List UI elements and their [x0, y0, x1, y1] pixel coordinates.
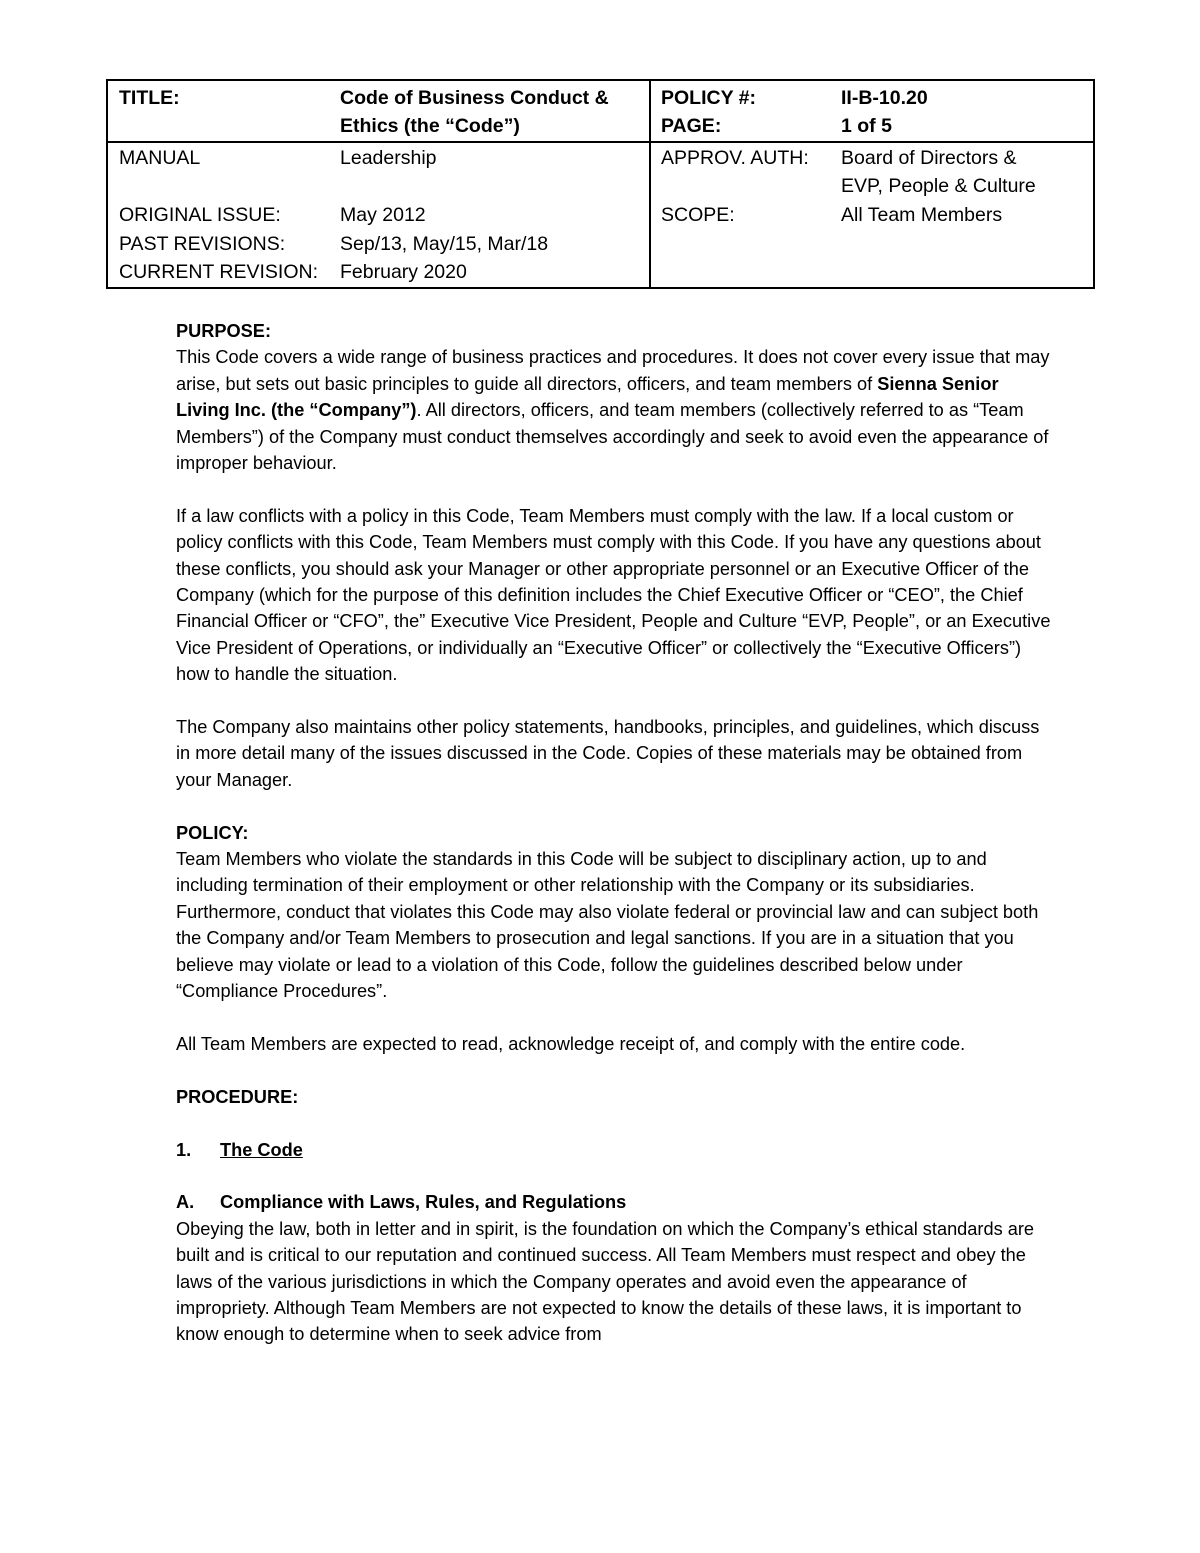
section-a-title: Compliance with Laws, Rules, and Regulations [220, 1192, 627, 1213]
section-a-paragraph: Obeying the law, both in letter and in spirit, is the foundation on which the Company’s ethical standards are built and is critical to our reputation and continued success. All Team Members must respect and obey the laws of the various jurisdictions in which the Company operates and avoid even the appearance of impropriety. Although Team Members are not expected to know the details of these laws, it is important to know enough to determine when to seek advice from [176, 1218, 1035, 1345]
section-1-title: The Code [220, 1139, 303, 1160]
title-value-line1: Code of Business Conduct & [340, 87, 609, 109]
purpose-text-b: . All directors, officers, and team members (collectively referred to as “Team Members”) of the Company must conduct themselves accordingly and seek to avoid even the appearance of improper behaviour. [176, 400, 1049, 474]
section-1-heading [176, 1137, 1056, 1163]
policy-number-label: POLICY #: [661, 87, 756, 109]
original-issue-label: ORIGINAL ISSUE: [119, 204, 281, 226]
policy-number-value: II-B-10.20 [841, 87, 928, 109]
title-label: TITLE: [119, 87, 180, 109]
purpose-paragraph-3: The Company also maintains other policy statements, handbooks, principles, and guidelines, which discuss in more detail many of the issues discussed in the Code. Copies of these materials may be obtained from your Manager. [176, 717, 1040, 790]
section-a-letter: A. [176, 1192, 195, 1213]
purpose-paragraph-2: If a law conflicts with a policy in this Code, Team Members must comply with the law. If a local custom or policy conflicts with this Code, Team Members must comply with this Code. If you have any questions about these conflicts, you should ask your Manager or other appropriate personnel or an Executive Officer of the Company (which for the purpose of this definition includes the Chief Executive Officer or “CEO”, the Chief Financial Officer or “CFO”, the” Executive Vice President, People and Culture “EVP, People”, or an Executive Vice President of Operations, or individually an “Executive Officer” or collectively the “Executive Officers”) how to handle the situation. [176, 505, 1051, 685]
table-divider-vertical [649, 81, 651, 287]
current-revision-value: February 2020 [340, 261, 467, 283]
original-issue-value: May 2012 [340, 204, 426, 226]
policy-header-table [106, 79, 1095, 289]
scope-label: SCOPE: [661, 204, 735, 226]
section-1-number: 1. [176, 1139, 192, 1160]
policy-paragraph-1: Team Members who violate the standards in this Code will be subject to disciplinary action, up to and including termination of their employment or other relationship with the Company or its subsidiaries. Furthermore, conduct that violates this Code may also violate federal or provincial law and can subject both the Company and/or Team Members to prosecution and legal sanctions. If you are in a situation that you believe may violate or lead to a violation of this Code, follow the guidelines described below under “Compliance Procedures”. [176, 849, 1039, 1002]
current-revision-label: CURRENT REVISION: [119, 261, 318, 283]
purpose-text-a: This Code covers a wide range of business practices and procedures. It does not cover every issue that may arise, but sets out basic principles to guide all directors, officers, and team members of [176, 347, 1050, 394]
purpose-paragraph-1 [176, 344, 1056, 476]
manual-value: Leadership [340, 147, 437, 169]
policy-heading: POLICY: [176, 822, 249, 843]
approval-authority-line2: EVP, People & Culture [841, 175, 1036, 197]
manual-label: MANUAL [119, 147, 201, 169]
document-body [176, 318, 1056, 1348]
purpose-heading: PURPOSE: [176, 321, 271, 341]
section-a-heading [176, 1189, 1056, 1215]
page-value: 1 of 5 [841, 115, 892, 137]
table-divider-horizontal [108, 141, 1093, 143]
company-name: Sienna Senior Living Inc. (the “Company”) [176, 373, 999, 421]
past-revisions-value: Sep/13, May/15, Mar/18 [340, 233, 549, 255]
procedure-heading: PROCEDURE: [176, 1086, 299, 1107]
page-label: PAGE: [661, 115, 722, 137]
title-value-line2: Ethics (the “Code”) [340, 115, 520, 137]
past-revisions-label: PAST REVISIONS: [119, 233, 286, 255]
approval-authority-line1: Board of Directors & [841, 147, 1017, 169]
policy-paragraph-2: All Team Members are expected to read, acknowledge receipt of, and comply with the entire code. [176, 1033, 966, 1054]
approval-authority-label: APPROV. AUTH: [661, 147, 809, 169]
scope-value: All Team Members [841, 204, 1003, 226]
